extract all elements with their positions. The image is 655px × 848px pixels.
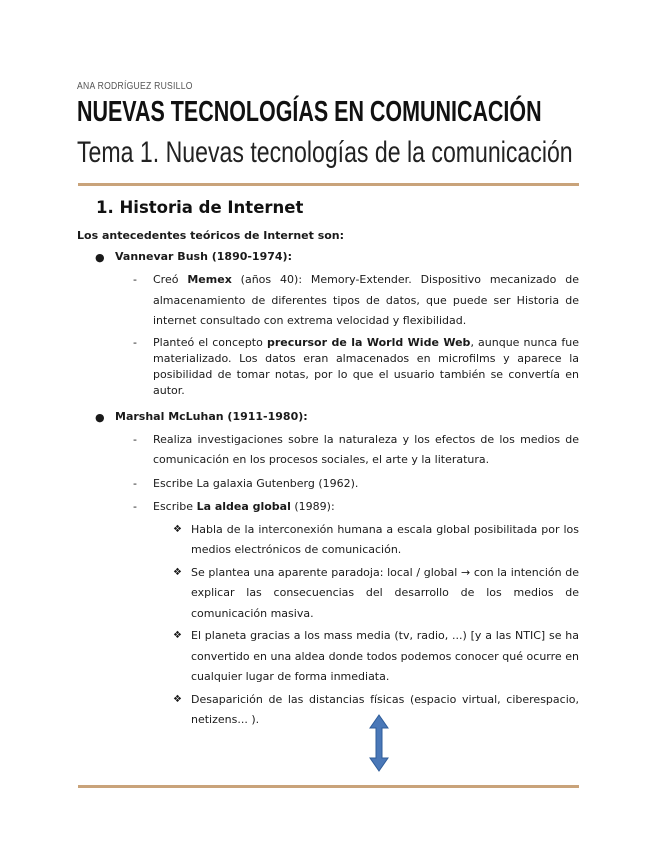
diamond-bullet-icon: ❖ bbox=[173, 566, 182, 578]
top-rule bbox=[78, 183, 579, 186]
bottom-rule bbox=[78, 785, 579, 788]
section-heading: 1. Historia de Internet bbox=[96, 198, 304, 217]
course-title: NUEVAS TECNOLOGÍAS EN COMUNICACIÓN bbox=[77, 96, 542, 128]
list-item bbox=[115, 335, 579, 399]
dash-icon: - bbox=[133, 432, 137, 446]
sub-list-item bbox=[153, 626, 579, 688]
list-text: Planteó el concepto precursor de la World Wide Web, aunque nunca fue materializado. Los datos eran almacenados en microfilms y aparece la posibilidad de tomar notas, por lo que el usuario también se convertía en autor. bbox=[153, 335, 579, 397]
author-name: ANA RODRÍGUEZ RUSILLO bbox=[77, 80, 193, 92]
diamond-bullet-icon: ❖ bbox=[173, 693, 182, 705]
sub-list-text: El planeta gracias a los mass media (tv, radio, ...) [y a las NTIC] se ha convertido en una aldea donde todos podemos conocer qué ocurre en cualquier lugar de forma inmediata. bbox=[191, 629, 579, 683]
list-text: Escribe La aldea global (1989): bbox=[153, 500, 335, 513]
person-name: Vannevar Bush (1890-1974): bbox=[115, 250, 292, 263]
list-text: Creó Memex (años 40): Memory-Extender. Dispositivo mecanizado de almacenamiento de diferentes tipos de datos, que puede ser Historia de internet consultado con extrema velocidad y flexibilidad. bbox=[153, 273, 579, 327]
sub-list-item bbox=[153, 690, 579, 731]
dash-icon: - bbox=[133, 476, 137, 490]
sub-list-text: Se plantea una aparente paradoja: local / global → con la intención de explicar las consecuencias del desarrollo de los medios de comunicación masiva. bbox=[191, 565, 579, 620]
section-intro: Los antecedentes teóricos de Internet son: bbox=[77, 229, 345, 242]
people-list bbox=[77, 249, 579, 731]
person-item bbox=[77, 409, 579, 731]
sub-list-text: Habla de la interconexión humana a escala global posibilitada por los medios electrónicos de comunicación. bbox=[191, 522, 579, 556]
list-item bbox=[115, 497, 579, 731]
sub-list-text: Desaparición de las distancias físicas (espacio virtual, ciberespacio, netizens... ). bbox=[191, 692, 579, 726]
topic-title: Tema 1. Nuevas tecnologías de la comunicación bbox=[77, 136, 573, 169]
person-item bbox=[77, 249, 579, 399]
bullet-icon: ● bbox=[95, 251, 105, 264]
diamond-bullet-icon: ❖ bbox=[173, 630, 182, 641]
double-arrow-shape bbox=[370, 715, 388, 771]
sub-list-item bbox=[153, 563, 579, 625]
double-arrow-icon bbox=[369, 714, 389, 772]
list-item bbox=[115, 474, 579, 495]
document-body bbox=[77, 196, 579, 735]
dash-icon: - bbox=[133, 273, 137, 286]
person-name: Marshal McLuhan (1911-1980): bbox=[115, 409, 308, 423]
sub-list-item bbox=[153, 520, 579, 561]
bullet-icon: ● bbox=[95, 410, 105, 424]
dash-icon: - bbox=[133, 500, 137, 513]
list-item bbox=[115, 270, 579, 332]
list-text: Escribe La galaxia Gutenberg (1962). bbox=[153, 476, 359, 490]
list-text: Realiza investigaciones sobre la naturaleza y los efectos de los medios de comunicación en los procesos sociales, el arte y la literatura. bbox=[153, 432, 579, 466]
list-item bbox=[115, 430, 579, 471]
dash-icon: - bbox=[133, 335, 137, 349]
diamond-bullet-icon: ❖ bbox=[173, 523, 182, 535]
